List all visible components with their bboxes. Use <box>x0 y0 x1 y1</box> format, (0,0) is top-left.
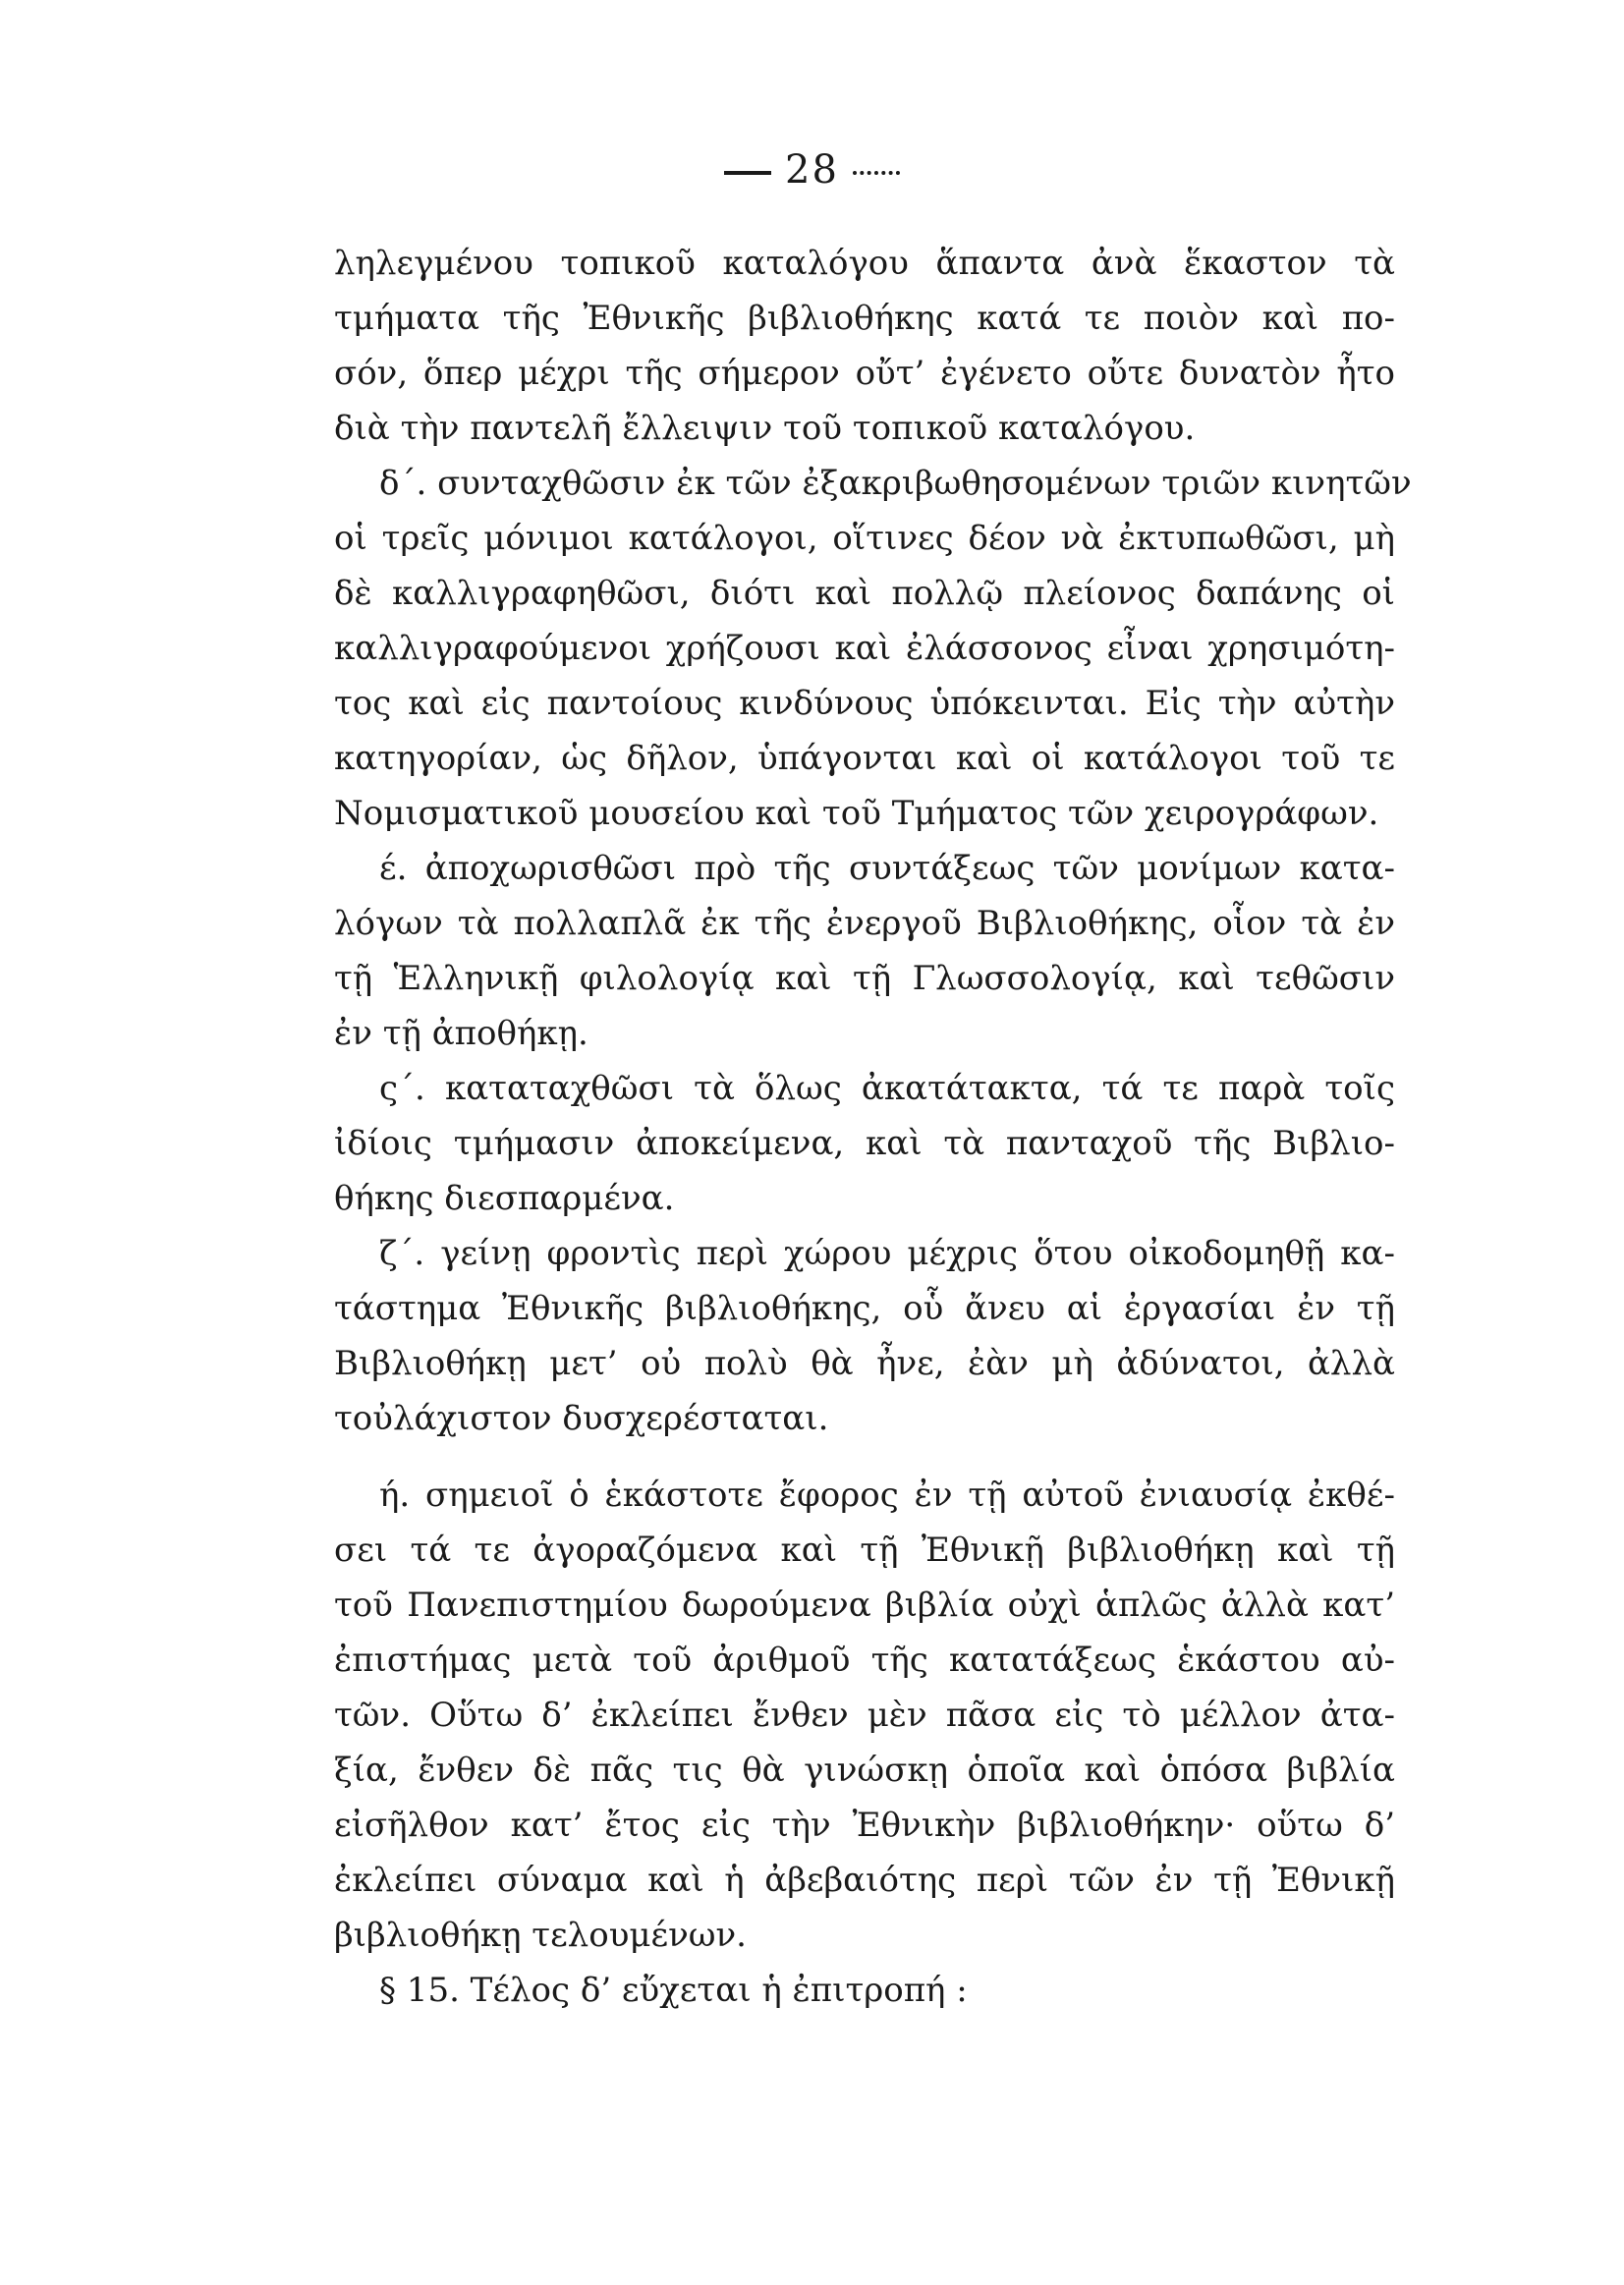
page-header <box>0 147 1624 193</box>
text-line: ς΄. καταταχθῶσι τὰ ὅλως ἀκατάτακτα, τά τε παρὰ τοῖς <box>379 1069 1395 1108</box>
text-line: τος καὶ εἰς παντοίους κινδύνους ὑπόκεινται. Εἰς τὴν αὐτὴν <box>334 684 1395 723</box>
text-line: βιβλιοθήκῃ τελουμένων. <box>334 1916 747 1955</box>
text-line: ληλεγμένου τοπικοῦ καταλόγου ἅπαντα ἀνὰ ἕκαστον τὰ <box>334 244 1395 283</box>
text-line: τοῦ Πανεπιστημίου δωρούμενα βιβλία οὐχὶ ἁπλῶς ἀλλὰ κατ’ <box>334 1586 1395 1625</box>
paragraph-gap <box>334 1446 1395 1468</box>
body-text <box>334 236 1412 2018</box>
page-number: 28 <box>785 147 839 193</box>
text-line: τοὐλάχιστον δυσχερέσταται. <box>334 1399 829 1438</box>
header-left-rule <box>724 171 771 175</box>
header-right-rule <box>853 171 900 175</box>
text-line: Βιβλιοθήκῃ μετ’ οὐ πολὺ θὰ ἦνε, ἐὰν μὴ ἀδύνατοι, ἀλλὰ <box>334 1344 1395 1383</box>
text-line: σει τά τε ἀγοραζόμενα καὶ τῇ Ἐθνικῇ βιβλιοθήκῃ καὶ τῇ <box>334 1531 1395 1570</box>
text-line: ἐν τῇ ἀποθήκῃ. <box>334 1014 588 1053</box>
text-line: έ. ἀποχωρισθῶσι πρὸ τῆς συντάξεως τῶν μονίμων κατα- <box>379 849 1395 888</box>
text-line: σόν, ὅπερ μέχρι τῆς σήμερον οὔτ’ ἐγένετο οὔτε δυνατὸν ἦτο <box>334 354 1395 393</box>
text-line: τῶν. Οὕτω δ’ ἐκλείπει ἔνθεν μὲν πᾶσα εἰς τὸ μέλλον ἀτα- <box>334 1696 1395 1735</box>
text-line: τῇ Ἑλληνικῇ φιλολογίᾳ καὶ τῇ Γλωσσολογίᾳ, καὶ τεθῶσιν <box>334 959 1395 998</box>
text-line: οἱ τρεῖς μόνιμοι κατάλογοι, οἵτινες δέον νὰ ἐκτυπωθῶσι, μὴ <box>334 519 1395 558</box>
text-line: δὲ καλλιγραφηθῶσι, διότι καὶ πολλῷ πλείονος δαπάνης οἱ <box>334 574 1395 613</box>
text-line: ἰδίοις τμήμασιν ἀποκείμενα, καὶ τὰ πανταχοῦ τῆς Βιβλιο- <box>334 1124 1395 1163</box>
text-line: εἰσῆλθον κατ’ ἔτος εἰς τὴν Ἐθνικὴν βιβλιοθήκην· οὕτω δ’ <box>334 1806 1395 1845</box>
text-line: ξία, ἔνθεν δὲ πᾶς τις θὰ γινώσκῃ ὁποῖα καὶ ὁπόσα βιβλία <box>334 1751 1395 1790</box>
text-line: τμήματα τῆς Ἐθνικῆς βιβλιοθήκης κατά τε ποιὸν καὶ πο- <box>334 299 1395 338</box>
text-line: δ΄. συνταχθῶσιν ἐκ τῶν ἐξακριβωθησομένων τριῶν κινητῶν <box>379 464 1412 503</box>
text-line: διὰ τὴν παντελῆ ἔλλειψιν τοῦ τοπικοῦ καταλόγου. <box>334 409 1196 448</box>
text-line: ή. σημειοῖ ὁ ἑκάστοτε ἔφορος ἐν τῇ αὐτοῦ ἐνιαυσίᾳ ἐκθέ- <box>379 1476 1395 1515</box>
text-line: καλλιγραφούμενοι χρήζουσι καὶ ἐλάσσονος εἶναι χρησιμότη- <box>334 629 1395 668</box>
text-line: ἐπιστήμας μετὰ τοῦ ἀριθμοῦ τῆς κατατάξεως ἑκάστου αὐ- <box>334 1641 1395 1680</box>
text-line: κατηγορίαν, ὡς δῆλον, ὑπάγονται καὶ οἱ κατάλογοι τοῦ τε <box>334 739 1395 778</box>
section-heading-line: § 15. Τέλος δ’ εὔχεται ἡ ἐπιτροπή : <box>379 1971 968 2010</box>
text-line: Νομισματικοῦ μουσείου καὶ τοῦ Τμήματος τῶν χειρογράφων. <box>334 794 1379 833</box>
text-line: λόγων τὰ πολλαπλᾶ ἐκ τῆς ἐνεργοῦ Βιβλιοθήκης, οἷον τὰ ἐν <box>334 904 1395 943</box>
text-line: ἐκλείπει σύναμα καὶ ἡ ἀβεβαιότης περὶ τῶν ἐν τῇ Ἐθνικῇ <box>334 1861 1395 1900</box>
text-line: θήκης διεσπαρμένα. <box>334 1179 675 1218</box>
text-line: τάστημα Ἐθνικῆς βιβλιοθήκης, οὗ ἄνευ αἱ ἐργασίαι ἐν τῇ <box>334 1289 1395 1328</box>
text-line: ζ΄. γείνῃ φροντὶς περὶ χώρου μέχρις ὅτου οἰκοδομηθῇ κα- <box>379 1234 1395 1273</box>
